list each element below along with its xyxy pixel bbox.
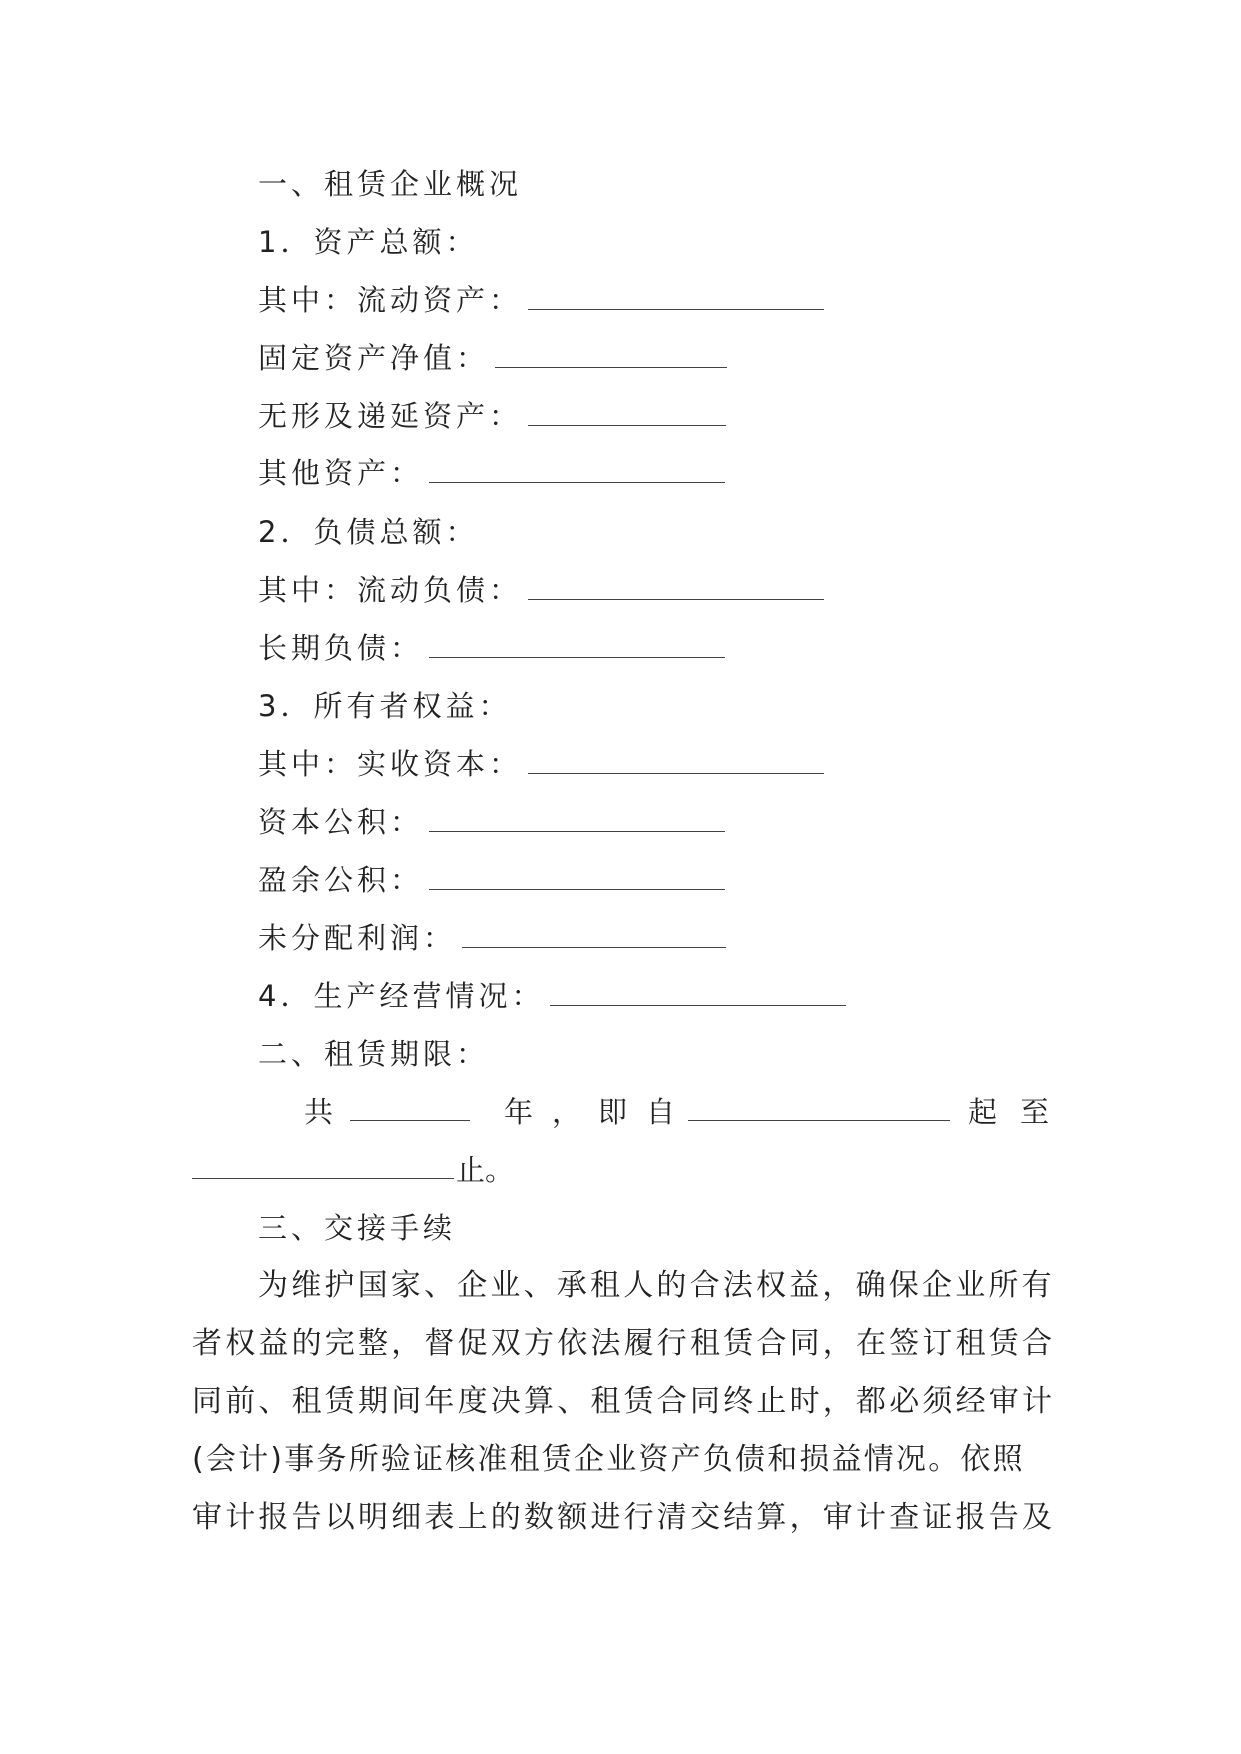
- paragraph-line-3: 同前、租赁期间年度决算、租赁合同终止时，都必须经审计: [192, 1384, 1056, 1419]
- operations-blank[interactable]: [550, 977, 846, 1006]
- paragraph-line-1: 为维护国家、企业、承租人的合法权益，确保企业所有: [258, 1268, 1055, 1303]
- intangible-assets-blank[interactable]: [528, 397, 726, 426]
- paragraph-line-2: 者权益的完整，督促双方依法履行租赁合同，在签订租赁合: [192, 1326, 1056, 1361]
- surplus-reserve-row: 盈余公积：: [258, 860, 725, 900]
- assets-total-label: 1．资产总额：: [258, 225, 479, 259]
- other-assets-blank[interactable]: [429, 454, 725, 483]
- ji-label: 即: [598, 1095, 628, 1129]
- undistributed-profit-row: 未分配利润：: [258, 918, 726, 958]
- intangible-assets-row: 无形及递延资产：: [258, 396, 726, 436]
- operations-row: 4．生产经营情况：: [258, 976, 846, 1016]
- end-date-blank[interactable]: [192, 1150, 454, 1179]
- long-term-liabilities-row: 长期负债：: [258, 628, 725, 668]
- long-term-liabilities-blank[interactable]: [429, 629, 725, 658]
- fixed-assets-blank[interactable]: [495, 339, 727, 368]
- end-label: 止。: [456, 1153, 515, 1187]
- total-label: 共: [304, 1095, 334, 1129]
- other-assets-row: 其他资产：: [258, 453, 725, 493]
- year-label: 年: [504, 1095, 534, 1129]
- fixed-assets-row: 固定资产净值：: [258, 338, 727, 378]
- zi-label: 自: [646, 1095, 676, 1129]
- current-assets-blank[interactable]: [528, 281, 824, 310]
- capital-reserve-row: 资本公积：: [258, 802, 725, 842]
- section1-heading: 一、租赁企业概况: [258, 167, 523, 201]
- lease-period-row: [192, 1092, 1057, 1132]
- lease-end-row: [192, 1150, 1057, 1190]
- current-liabilities-blank[interactable]: [528, 571, 824, 600]
- zhi-label: 至: [1020, 1095, 1050, 1129]
- paid-in-capital-row: 其中：实收资本：: [258, 744, 824, 784]
- current-assets-row: 其中：流动资产：: [258, 280, 824, 320]
- paid-in-capital-blank[interactable]: [528, 745, 824, 774]
- current-liabilities-row: 其中：流动负债：: [258, 570, 824, 610]
- surplus-reserve-blank[interactable]: [429, 861, 725, 890]
- section2-heading: 二、租赁期限：: [258, 1037, 490, 1071]
- equity-label: 3．所有者权益：: [258, 689, 512, 723]
- capital-reserve-blank[interactable]: [429, 803, 725, 832]
- years-blank[interactable]: [350, 1092, 470, 1121]
- paragraph-line-4: (会计)事务所验证核准租赁企业资产负债和损益情况。依照: [192, 1442, 1025, 1477]
- start-date-blank[interactable]: [688, 1092, 950, 1121]
- section3-heading: 三、交接手续: [258, 1211, 457, 1245]
- qi-label: 起: [968, 1095, 998, 1129]
- liabilities-total-label: 2．负债总额：: [258, 515, 479, 549]
- comma-label: ，: [552, 1095, 582, 1129]
- undistributed-profit-blank[interactable]: [462, 919, 726, 948]
- paragraph-line-5: 审计报告以明细表上的数额进行清交结算，审计查证报告及: [192, 1500, 1056, 1535]
